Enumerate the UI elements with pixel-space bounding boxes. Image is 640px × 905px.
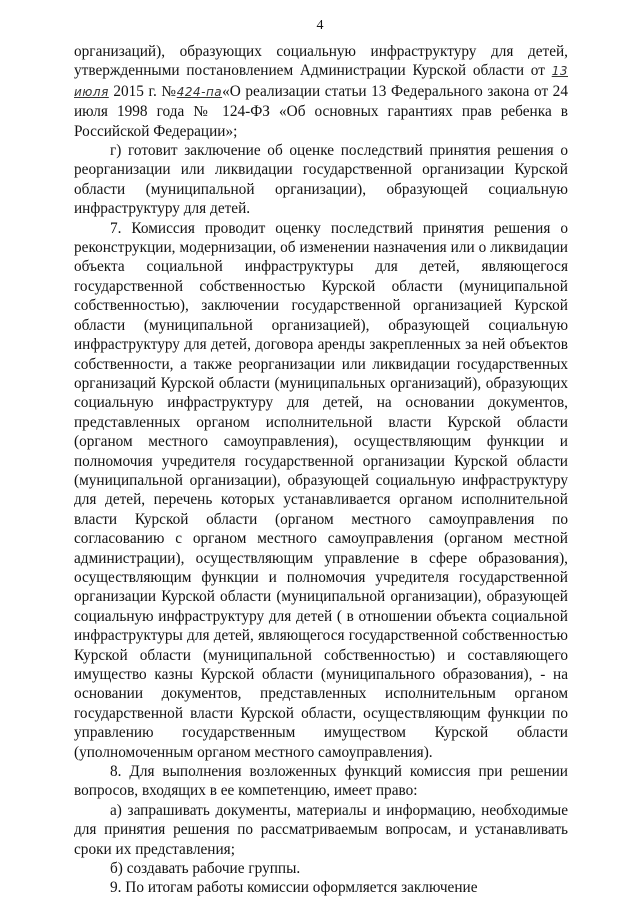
paragraph-1-text-b: 2015 г. №	[108, 82, 177, 100]
page-number: 4	[316, 18, 324, 33]
paragraph-g: г) готовит заключение об оценке последствий принятия решения о реорганизации или ликвидации государственной организации Курской области (муниципальной организации), образующей социальную инфраструктуру для детей.	[74, 142, 568, 218]
paragraph-9: 9. По итогам работы комиссии оформляется заключение	[110, 879, 478, 897]
paragraph-7: 7. Комиссия проводит оценку последствий принятия решения о реконструкции, модернизации, об изменении назначения или о ликвидации объекта социальной инфраструктуры для детей, являющегося государственной собственностью Курской области (муниципальной собственностью), заключении государственной организацией Курской области (муниципальной организацией), образующей социальную инфраструктуру для детей, договора аренды закрепленных за ней объектов собственности, а также реорганизации или ликвидации государственных организаций Курской области (муниципальных организаций), образующих социальную инфраструктуру для детей, на основании документов, представленных органом исполнительной власти Курской области (органом местного самоуправления), осуществляющим функции и полномочия учредителя государственной организации Курской области (муниципальной организации), образующей социальную инфраструктуру для детей, перечень которых устанавливается органом исполнительной власти Курской области (органом местного самоуправления по согласованию с органом местного самоуправления (органом местной администрации), осуществляющим управление в сфере образования), осуществляющим функции и полномочия учредителя государственной организации Курской области (муниципальной организации), образующей социальную инфраструктуру для детей ( в отношении объекта социальной инфраструктуры для детей, являющегося государственной собственностью Курской области (муниципальной собственностью) и составляющего имущество казны Курской области (муниципального образования), - на основании документов, представленных исполнительным органом государственной власти Курской области, осуществляющим функции по управлению государственным имуществом Курской области (уполномоченным органом местного самоуправления).	[74, 219, 568, 761]
paragraph-1-text-c: «О реализации статьи 13 Федерального закона от 24 июля 1998 года № 124-ФЗ «Об основных гарантиях прав ребенка в Российской Федерации»;	[74, 82, 568, 140]
paragraph-8a: а) запрашивать документы, материалы и информацию, необходимые для принятия решения по рассматриваемым вопросам, и устанавливать сроки их представления;	[74, 801, 568, 858]
paragraph-1-text-a: организаций), образующих социальную инфраструктуру для детей, утвержденными постановлением Администрации Курской области от	[74, 43, 568, 80]
handwritten-date: 13 июля	[74, 64, 568, 99]
handwritten-number: 424-па	[176, 84, 223, 99]
document-body	[74, 42, 568, 898]
paragraph-continuation	[74, 42, 568, 141]
paragraph-8b: б) создавать рабочие группы.	[110, 860, 301, 878]
paragraph-8: 8. Для выполнения возложенных функций комиссия при решении вопросов, входящих в ее компетенцию, имеет право:	[74, 763, 568, 800]
